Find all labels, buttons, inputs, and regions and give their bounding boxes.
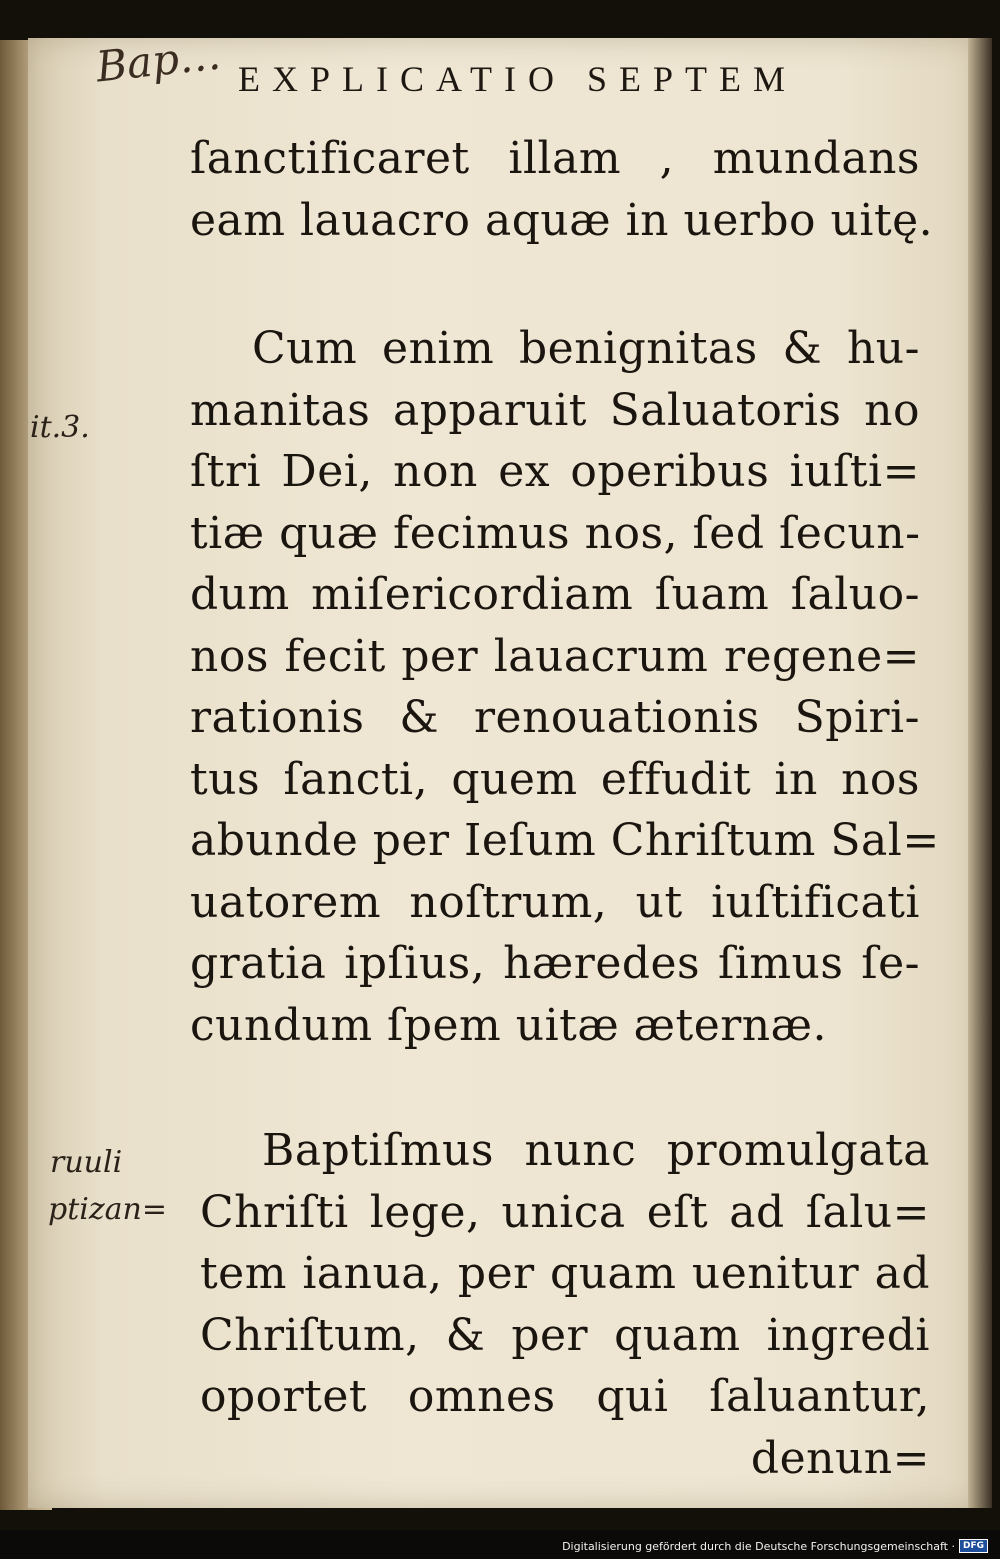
text-line: manitas apparuit Saluatoris no	[190, 384, 920, 436]
text-line: uatorem noſtrum, ut iuſtificati	[190, 876, 920, 928]
paragraph-3	[200, 1120, 930, 1489]
running-head: EXPLICATIO SEPTEM	[238, 59, 798, 99]
text-line: tus ſancti, quem effudit in nos	[190, 753, 920, 805]
text-line: Chriſtum, & per quam ingredi	[200, 1309, 930, 1361]
text-line: oportet omnes qui ſaluantur,	[200, 1371, 930, 1422]
page-gutter-shadow	[968, 38, 992, 1508]
text-line: rationis & renouationis Spiri-	[190, 692, 920, 743]
paragraph-1	[190, 128, 934, 251]
text-line: nos fecit per lauacrum regene=	[190, 630, 920, 682]
text-line: Cum enim benignitas & hu-	[252, 323, 920, 374]
text-line: ſanctificaret illam , mundans	[190, 133, 920, 184]
catchword: denun=	[750, 1432, 930, 1484]
text-line: dum miſericordiam ſuam ſaluo-	[190, 569, 920, 620]
margin-note-reference: it.3.	[30, 410, 90, 445]
margin-note-1: ruuli	[50, 1145, 123, 1180]
dfg-logo: DFG	[959, 1539, 988, 1553]
text-line: Baptiſmus nunc promulgata	[262, 1125, 930, 1176]
text-line: eam lauacro aquæ in uerbo uitę.	[190, 194, 934, 246]
text-line: ſtri Dei, non ex operibus iuſti=	[190, 446, 920, 497]
text-line: gratia ipſius, hæredes ſimus ſe-	[190, 938, 920, 989]
text-line: cundum ſpem uitæ æternæ.	[190, 999, 827, 1051]
text-line: abunde per Ieſum Chriſtum Sal=	[190, 815, 940, 866]
handwritten-annotation: Bap…	[93, 29, 224, 92]
margin-note-2: ptizan=	[48, 1192, 168, 1227]
text-line: Chriſti lege, unica eſt ad ſalu=	[200, 1186, 930, 1238]
digitization-credit	[562, 1539, 988, 1553]
credit-text: Digitalisierung gefördert durch die Deutsche Forschungsgemeinschaft ·	[562, 1539, 955, 1553]
text-line: tiæ quæ fecimus nos, ſed ſecun-	[190, 507, 921, 559]
paragraph-2	[190, 318, 940, 1056]
text-line: tem ianua, per quam uenitur ad	[200, 1248, 930, 1299]
